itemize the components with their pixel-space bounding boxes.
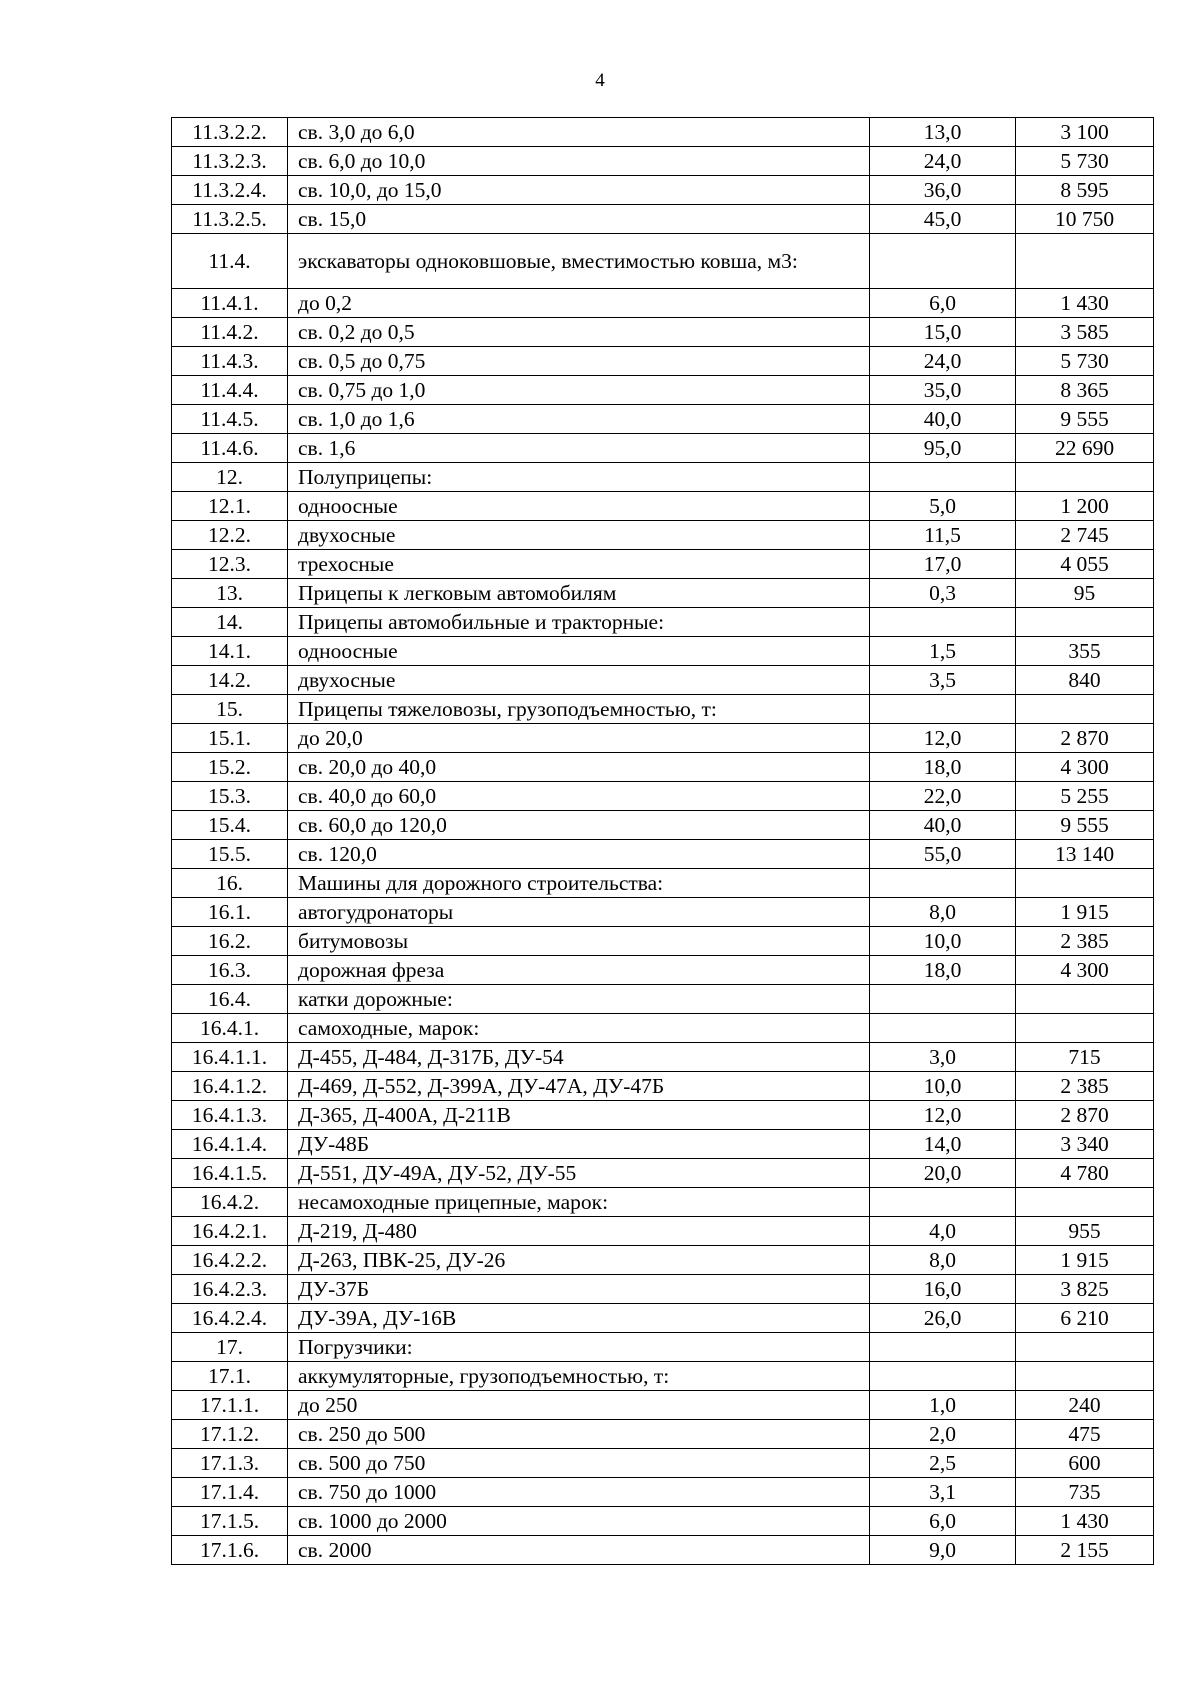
- row-name-cell: св. 1000 до 2000: [288, 1507, 870, 1536]
- row-value2-cell: [1016, 1188, 1154, 1217]
- table-row: [172, 782, 1154, 811]
- table-row: [172, 376, 1154, 405]
- row-name-cell: двухосные: [288, 521, 870, 550]
- row-value1-cell: 12,0: [870, 724, 1016, 753]
- row-value1-cell: 15,0: [870, 318, 1016, 347]
- row-value2-cell: [1016, 234, 1154, 289]
- row-number-cell: 15.2.: [172, 753, 288, 782]
- table-row: [172, 811, 1154, 840]
- row-value2-cell: [1016, 1333, 1154, 1362]
- table-row: [172, 1275, 1154, 1304]
- row-number-cell: 11.4.3.: [172, 347, 288, 376]
- row-name-cell: св. 2000: [288, 1536, 870, 1565]
- table-row: [172, 1333, 1154, 1362]
- row-value1-cell: 11,5: [870, 521, 1016, 550]
- row-number-cell: 13.: [172, 579, 288, 608]
- row-name-cell: св. 0,75 до 1,0: [288, 376, 870, 405]
- row-value2-cell: 3 825: [1016, 1275, 1154, 1304]
- row-value2-cell: 9 555: [1016, 811, 1154, 840]
- row-name-cell: Д-263, ПВК-25, ДУ-26: [288, 1246, 870, 1275]
- row-number-cell: 12.: [172, 463, 288, 492]
- row-number-cell: 16.4.1.2.: [172, 1072, 288, 1101]
- row-number-cell: 14.1.: [172, 637, 288, 666]
- row-value2-cell: 2 745: [1016, 521, 1154, 550]
- row-number-cell: 17.1.4.: [172, 1478, 288, 1507]
- row-name-cell: несамоходные прицепные, марок:: [288, 1188, 870, 1217]
- row-number-cell: 16.4.1.3.: [172, 1101, 288, 1130]
- row-name-cell: св. 1,6: [288, 434, 870, 463]
- row-value1-cell: 10,0: [870, 1072, 1016, 1101]
- row-value2-cell: 4 300: [1016, 753, 1154, 782]
- row-number-cell: 15.1.: [172, 724, 288, 753]
- table-row: [172, 1420, 1154, 1449]
- table-row: [172, 347, 1154, 376]
- row-value1-cell: 9,0: [870, 1536, 1016, 1565]
- row-number-cell: 16.4.2.3.: [172, 1275, 288, 1304]
- row-value1-cell: [870, 608, 1016, 637]
- row-value2-cell: 4 300: [1016, 956, 1154, 985]
- row-value2-cell: 2 385: [1016, 927, 1154, 956]
- table-row: [172, 869, 1154, 898]
- row-value2-cell: 955: [1016, 1217, 1154, 1246]
- row-name-cell: одноосные: [288, 637, 870, 666]
- row-value2-cell: 6 210: [1016, 1304, 1154, 1333]
- row-number-cell: 14.: [172, 608, 288, 637]
- row-name-cell: ДУ-39А, ДУ-16В: [288, 1304, 870, 1333]
- row-name-cell: св. 250 до 500: [288, 1420, 870, 1449]
- row-name-cell: св. 40,0 до 60,0: [288, 782, 870, 811]
- row-number-cell: 16.4.1.4.: [172, 1130, 288, 1159]
- row-number-cell: 11.4.4.: [172, 376, 288, 405]
- row-name-cell: св. 500 до 750: [288, 1449, 870, 1478]
- row-value2-cell: 4 780: [1016, 1159, 1154, 1188]
- row-name-cell: Прицепы к легковым автомобилям: [288, 579, 870, 608]
- table-row: [172, 985, 1154, 1014]
- page-number: 4: [595, 70, 605, 91]
- row-value2-cell: [1016, 608, 1154, 637]
- row-number-cell: 12.3.: [172, 550, 288, 579]
- row-name-cell: св. 10,0, до 15,0: [288, 176, 870, 205]
- row-value1-cell: 4,0: [870, 1217, 1016, 1246]
- row-value1-cell: 3,1: [870, 1478, 1016, 1507]
- row-number-cell: 16.4.2.2.: [172, 1246, 288, 1275]
- table-row: [172, 666, 1154, 695]
- row-number-cell: 17.1.2.: [172, 1420, 288, 1449]
- table-row: [172, 147, 1154, 176]
- table-row: [172, 550, 1154, 579]
- row-name-cell: св. 20,0 до 40,0: [288, 753, 870, 782]
- row-value1-cell: 1,5: [870, 637, 1016, 666]
- row-number-cell: 17.1.: [172, 1362, 288, 1391]
- row-value2-cell: 10 750: [1016, 205, 1154, 234]
- row-number-cell: 12.2.: [172, 521, 288, 550]
- row-value1-cell: 26,0: [870, 1304, 1016, 1333]
- row-value1-cell: 2,5: [870, 1449, 1016, 1478]
- row-value1-cell: 55,0: [870, 840, 1016, 869]
- row-name-cell: Погрузчики:: [288, 1333, 870, 1362]
- row-value1-cell: 24,0: [870, 147, 1016, 176]
- row-value2-cell: [1016, 1014, 1154, 1043]
- row-number-cell: 11.4.6.: [172, 434, 288, 463]
- row-value2-cell: 4 055: [1016, 550, 1154, 579]
- row-number-cell: 12.1.: [172, 492, 288, 521]
- row-number-cell: 11.4.5.: [172, 405, 288, 434]
- table-row: [172, 521, 1154, 550]
- row-name-cell: двухосные: [288, 666, 870, 695]
- row-name-cell: ДУ-48Б: [288, 1130, 870, 1159]
- table-row: [172, 1246, 1154, 1275]
- row-name-cell: св. 0,2 до 0,5: [288, 318, 870, 347]
- row-name-cell: св. 6,0 до 10,0: [288, 147, 870, 176]
- row-name-cell: св. 15,0: [288, 205, 870, 234]
- row-value2-cell: 1 915: [1016, 1246, 1154, 1275]
- row-value1-cell: [870, 463, 1016, 492]
- row-number-cell: 16.1.: [172, 898, 288, 927]
- table-row: [172, 1478, 1154, 1507]
- table-row: [172, 1449, 1154, 1478]
- row-number-cell: 15.5.: [172, 840, 288, 869]
- row-value1-cell: 22,0: [870, 782, 1016, 811]
- row-number-cell: 11.3.2.4.: [172, 176, 288, 205]
- row-value1-cell: 95,0: [870, 434, 1016, 463]
- row-number-cell: 16.: [172, 869, 288, 898]
- row-name-cell: дорожная фреза: [288, 956, 870, 985]
- table-row: [172, 956, 1154, 985]
- row-name-cell: Полуприцепы:: [288, 463, 870, 492]
- row-number-cell: 17.1.3.: [172, 1449, 288, 1478]
- row-value2-cell: 3 100: [1016, 118, 1154, 147]
- table-row: [172, 1507, 1154, 1536]
- table-row: [172, 1304, 1154, 1333]
- table-row: [172, 289, 1154, 318]
- row-name-cell: св. 60,0 до 120,0: [288, 811, 870, 840]
- row-value1-cell: 35,0: [870, 376, 1016, 405]
- row-value1-cell: 18,0: [870, 753, 1016, 782]
- table-body: [172, 118, 1154, 1565]
- row-number-cell: 16.4.1.5.: [172, 1159, 288, 1188]
- row-name-cell: трехосные: [288, 550, 870, 579]
- row-value1-cell: 3,5: [870, 666, 1016, 695]
- table-row: [172, 318, 1154, 347]
- table-row: [172, 608, 1154, 637]
- row-value1-cell: 6,0: [870, 1507, 1016, 1536]
- table-row: [172, 118, 1154, 147]
- row-value1-cell: 45,0: [870, 205, 1016, 234]
- row-value1-cell: 13,0: [870, 118, 1016, 147]
- row-value2-cell: [1016, 463, 1154, 492]
- row-value1-cell: 20,0: [870, 1159, 1016, 1188]
- row-name-cell: Д-551, ДУ-49А, ДУ-52, ДУ-55: [288, 1159, 870, 1188]
- table-row: [172, 434, 1154, 463]
- table-row: [172, 234, 1154, 289]
- row-name-cell: св. 750 до 1000: [288, 1478, 870, 1507]
- row-value1-cell: [870, 1362, 1016, 1391]
- row-value2-cell: 13 140: [1016, 840, 1154, 869]
- table-row: [172, 753, 1154, 782]
- row-number-cell: 11.3.2.2.: [172, 118, 288, 147]
- row-value1-cell: [870, 234, 1016, 289]
- table-row: [172, 927, 1154, 956]
- row-number-cell: 17.1.5.: [172, 1507, 288, 1536]
- row-value2-cell: 240: [1016, 1391, 1154, 1420]
- row-value2-cell: 1 430: [1016, 289, 1154, 318]
- row-value1-cell: 8,0: [870, 1246, 1016, 1275]
- row-value2-cell: 5 255: [1016, 782, 1154, 811]
- row-value1-cell: [870, 1333, 1016, 1362]
- row-value1-cell: [870, 1014, 1016, 1043]
- row-number-cell: 15.3.: [172, 782, 288, 811]
- row-value2-cell: 2 155: [1016, 1536, 1154, 1565]
- row-name-cell: св. 3,0 до 6,0: [288, 118, 870, 147]
- row-number-cell: 17.1.6.: [172, 1536, 288, 1565]
- row-number-cell: 11.3.2.5.: [172, 205, 288, 234]
- row-number-cell: 17.: [172, 1333, 288, 1362]
- table-row: [172, 579, 1154, 608]
- row-value1-cell: 10,0: [870, 927, 1016, 956]
- row-number-cell: 16.4.2.: [172, 1188, 288, 1217]
- row-value1-cell: [870, 695, 1016, 724]
- row-number-cell: 16.4.1.1.: [172, 1043, 288, 1072]
- row-number-cell: 11.4.1.: [172, 289, 288, 318]
- row-value2-cell: 475: [1016, 1420, 1154, 1449]
- row-value1-cell: 2,0: [870, 1420, 1016, 1449]
- row-name-cell: автогудронаторы: [288, 898, 870, 927]
- row-number-cell: 16.4.1.: [172, 1014, 288, 1043]
- table-row: [172, 405, 1154, 434]
- row-number-cell: 15.4.: [172, 811, 288, 840]
- table-row: [172, 695, 1154, 724]
- row-name-cell: Д-469, Д-552, Д-399А, ДУ-47А, ДУ-47Б: [288, 1072, 870, 1101]
- table-row: [172, 1536, 1154, 1565]
- row-name-cell: Прицепы автомобильные и тракторные:: [288, 608, 870, 637]
- row-value2-cell: 9 555: [1016, 405, 1154, 434]
- row-value2-cell: 840: [1016, 666, 1154, 695]
- row-value2-cell: 2 870: [1016, 1101, 1154, 1130]
- row-value2-cell: 735: [1016, 1478, 1154, 1507]
- row-number-cell: 11.4.2.: [172, 318, 288, 347]
- table-row: [172, 1043, 1154, 1072]
- row-number-cell: 11.4.: [172, 234, 288, 289]
- row-value2-cell: 1 430: [1016, 1507, 1154, 1536]
- row-value2-cell: 1 915: [1016, 898, 1154, 927]
- row-value1-cell: 24,0: [870, 347, 1016, 376]
- row-name-cell: Прицепы тяжеловозы, грузоподъемностью, т:: [288, 695, 870, 724]
- table-row: [172, 724, 1154, 753]
- row-value1-cell: 6,0: [870, 289, 1016, 318]
- row-value2-cell: 2 870: [1016, 724, 1154, 753]
- row-name-cell: Д-219, Д-480: [288, 1217, 870, 1246]
- table-row: [172, 176, 1154, 205]
- row-number-cell: 17.1.1.: [172, 1391, 288, 1420]
- row-value1-cell: 40,0: [870, 811, 1016, 840]
- row-number-cell: 16.2.: [172, 927, 288, 956]
- rates-table: [171, 117, 1154, 1565]
- row-value2-cell: [1016, 695, 1154, 724]
- row-value1-cell: 5,0: [870, 492, 1016, 521]
- row-value2-cell: [1016, 1362, 1154, 1391]
- row-number-cell: 16.4.: [172, 985, 288, 1014]
- row-value1-cell: 18,0: [870, 956, 1016, 985]
- row-value2-cell: 22 690: [1016, 434, 1154, 463]
- row-value2-cell: 8 365: [1016, 376, 1154, 405]
- table-row: [172, 463, 1154, 492]
- table-row: [172, 840, 1154, 869]
- row-value2-cell: [1016, 869, 1154, 898]
- table-row: [172, 1188, 1154, 1217]
- row-name-cell: св. 120,0: [288, 840, 870, 869]
- row-number-cell: 16.3.: [172, 956, 288, 985]
- table-row: [172, 637, 1154, 666]
- table-row: [172, 1014, 1154, 1043]
- row-value2-cell: 355: [1016, 637, 1154, 666]
- table-row: [172, 1362, 1154, 1391]
- row-name-cell: Машины для дорожного строительства:: [288, 869, 870, 898]
- row-value1-cell: 17,0: [870, 550, 1016, 579]
- row-name-cell: до 20,0: [288, 724, 870, 753]
- table-row: [172, 1072, 1154, 1101]
- row-value2-cell: 3 585: [1016, 318, 1154, 347]
- row-name-cell: Д-365, Д-400А, Д-211В: [288, 1101, 870, 1130]
- row-value1-cell: 0,3: [870, 579, 1016, 608]
- row-number-cell: 16.4.2.1.: [172, 1217, 288, 1246]
- row-value1-cell: [870, 985, 1016, 1014]
- row-value1-cell: 14,0: [870, 1130, 1016, 1159]
- row-name-cell: аккумуляторные, грузоподъемностью, т:: [288, 1362, 870, 1391]
- row-name-cell: св. 1,0 до 1,6: [288, 405, 870, 434]
- row-value1-cell: 8,0: [870, 898, 1016, 927]
- table-row: [172, 1130, 1154, 1159]
- row-value1-cell: 40,0: [870, 405, 1016, 434]
- row-name-cell: св. 0,5 до 0,75: [288, 347, 870, 376]
- table-row: [172, 205, 1154, 234]
- row-value2-cell: 3 340: [1016, 1130, 1154, 1159]
- row-value2-cell: 715: [1016, 1043, 1154, 1072]
- table-row: [172, 1159, 1154, 1188]
- row-value2-cell: 95: [1016, 579, 1154, 608]
- row-name-cell: катки дорожные:: [288, 985, 870, 1014]
- row-name-cell: экскаваторы одноковшовые, вместимостью ковша, м3:: [288, 234, 870, 289]
- table-row: [172, 898, 1154, 927]
- row-value2-cell: 5 730: [1016, 147, 1154, 176]
- row-value2-cell: 8 595: [1016, 176, 1154, 205]
- row-number-cell: 15.: [172, 695, 288, 724]
- table-row: [172, 1391, 1154, 1420]
- row-number-cell: 14.2.: [172, 666, 288, 695]
- row-value2-cell: 1 200: [1016, 492, 1154, 521]
- row-value2-cell: 2 385: [1016, 1072, 1154, 1101]
- row-value2-cell: 600: [1016, 1449, 1154, 1478]
- row-number-cell: 16.4.2.4.: [172, 1304, 288, 1333]
- row-name-cell: одноосные: [288, 492, 870, 521]
- row-name-cell: самоходные, марок:: [288, 1014, 870, 1043]
- table-row: [172, 492, 1154, 521]
- row-name-cell: до 250: [288, 1391, 870, 1420]
- row-number-cell: 11.3.2.3.: [172, 147, 288, 176]
- row-value1-cell: 16,0: [870, 1275, 1016, 1304]
- row-value1-cell: [870, 869, 1016, 898]
- row-name-cell: битумовозы: [288, 927, 870, 956]
- table-row: [172, 1217, 1154, 1246]
- row-value1-cell: 12,0: [870, 1101, 1016, 1130]
- row-value2-cell: 5 730: [1016, 347, 1154, 376]
- row-name-cell: Д-455, Д-484, Д-317Б, ДУ-54: [288, 1043, 870, 1072]
- row-value1-cell: [870, 1188, 1016, 1217]
- row-value1-cell: 3,0: [870, 1043, 1016, 1072]
- table-row: [172, 1101, 1154, 1130]
- row-name-cell: до 0,2: [288, 289, 870, 318]
- row-value1-cell: 1,0: [870, 1391, 1016, 1420]
- row-name-cell: ДУ-37Б: [288, 1275, 870, 1304]
- row-value1-cell: 36,0: [870, 176, 1016, 205]
- row-value2-cell: [1016, 985, 1154, 1014]
